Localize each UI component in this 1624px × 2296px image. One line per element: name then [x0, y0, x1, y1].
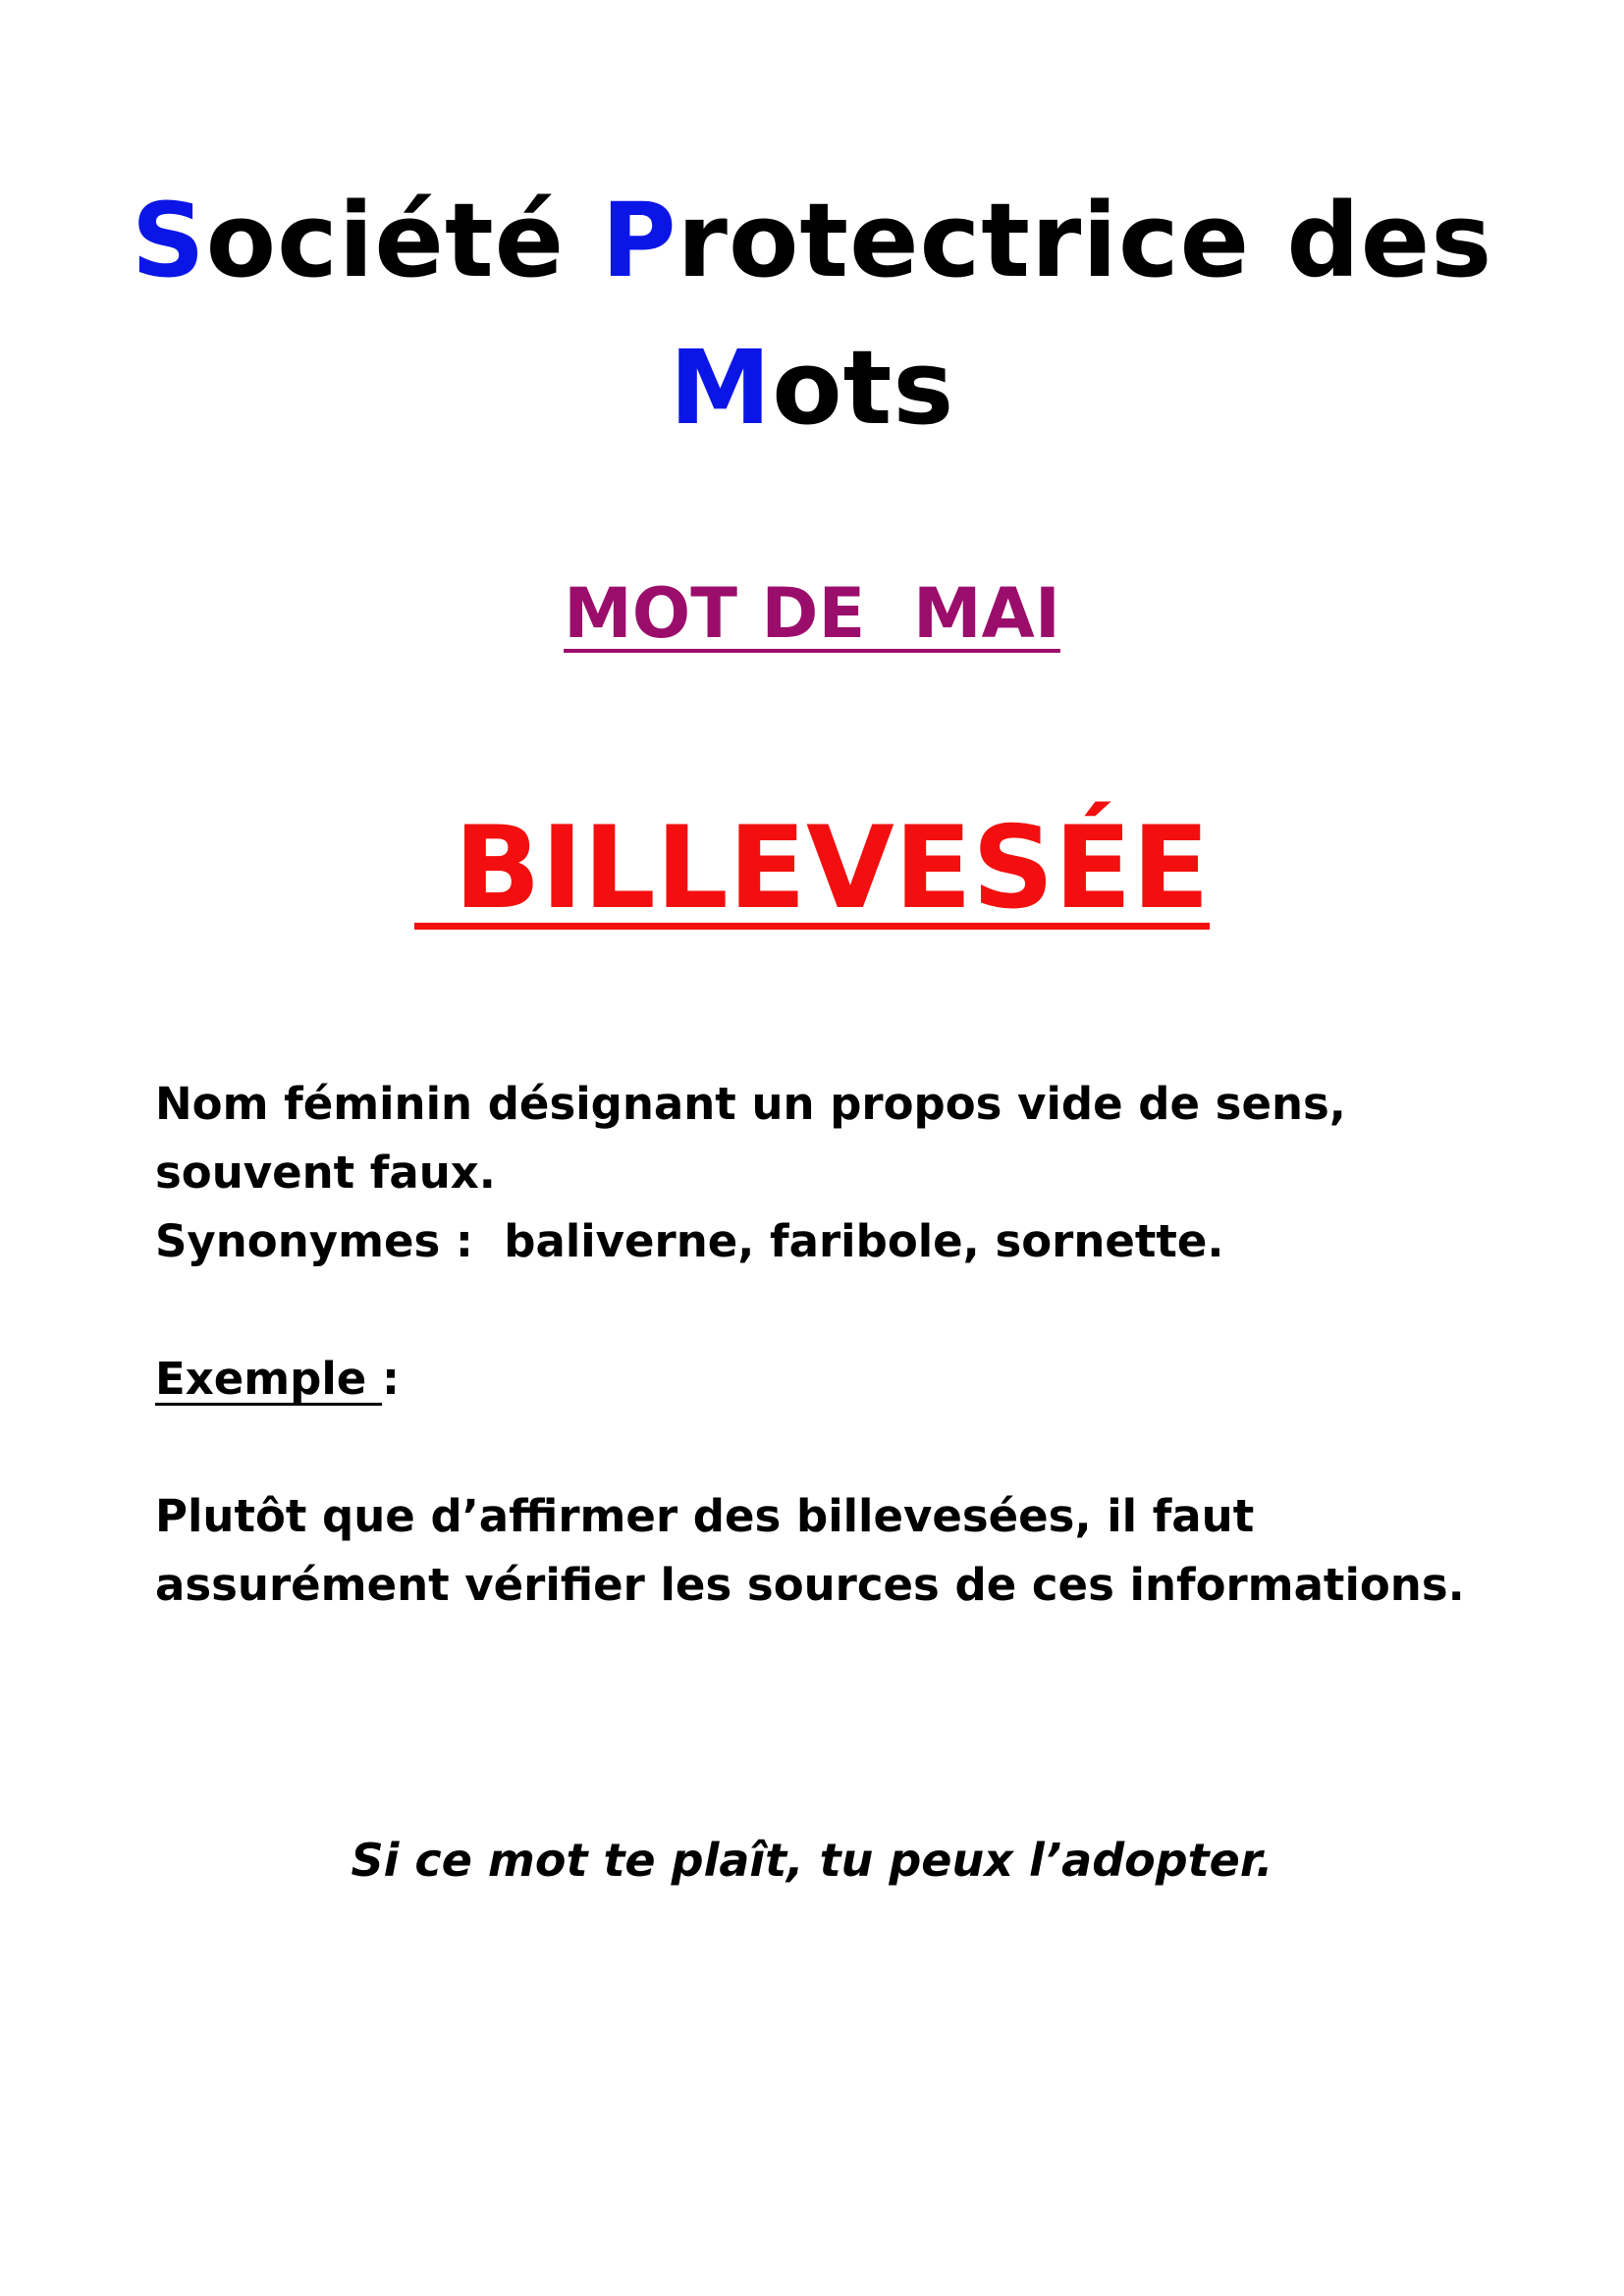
example-label-text: Exemple — [155, 1353, 382, 1405]
headword-text: BILLEVESÉE — [413, 802, 1211, 934]
synonyms — [155, 1207, 1530, 1276]
closing-line — [0, 1826, 1624, 1895]
example-line-2: assurément vérifier les sources de ces informations. — [155, 1559, 1465, 1611]
example-label — [155, 1345, 1530, 1414]
example-sentence — [155, 1482, 1530, 1620]
example-line-1: Plutôt que d’affirmer des billevesées, il faut — [155, 1490, 1255, 1542]
word-of-the-month — [0, 795, 1624, 942]
example-label-colon: : — [382, 1353, 400, 1405]
title-initial-s: S — [131, 181, 206, 300]
title-initial-m: M — [669, 328, 773, 448]
title-initial-p: P — [601, 181, 677, 300]
month-heading-text: MOT DE MAI — [564, 573, 1060, 654]
title-word-1-rest: ociété — [205, 181, 602, 300]
title-word-3-rest: ots — [772, 328, 955, 448]
synonyms-text: Synonymes : baliverne, faribole, sornette. — [155, 1215, 1224, 1267]
definition — [155, 1070, 1530, 1207]
title-word-2-rest: rotectrice des — [677, 181, 1493, 300]
definition-line-1: Nom féminin désignant un propos vide de sens, — [155, 1078, 1346, 1130]
definition-line-2: souvent faux. — [155, 1147, 496, 1199]
closing-text: Si ce mot te plaît, tu peux l’adopter. — [351, 1834, 1273, 1887]
page-title — [0, 167, 1624, 461]
month-heading — [0, 569, 1624, 658]
